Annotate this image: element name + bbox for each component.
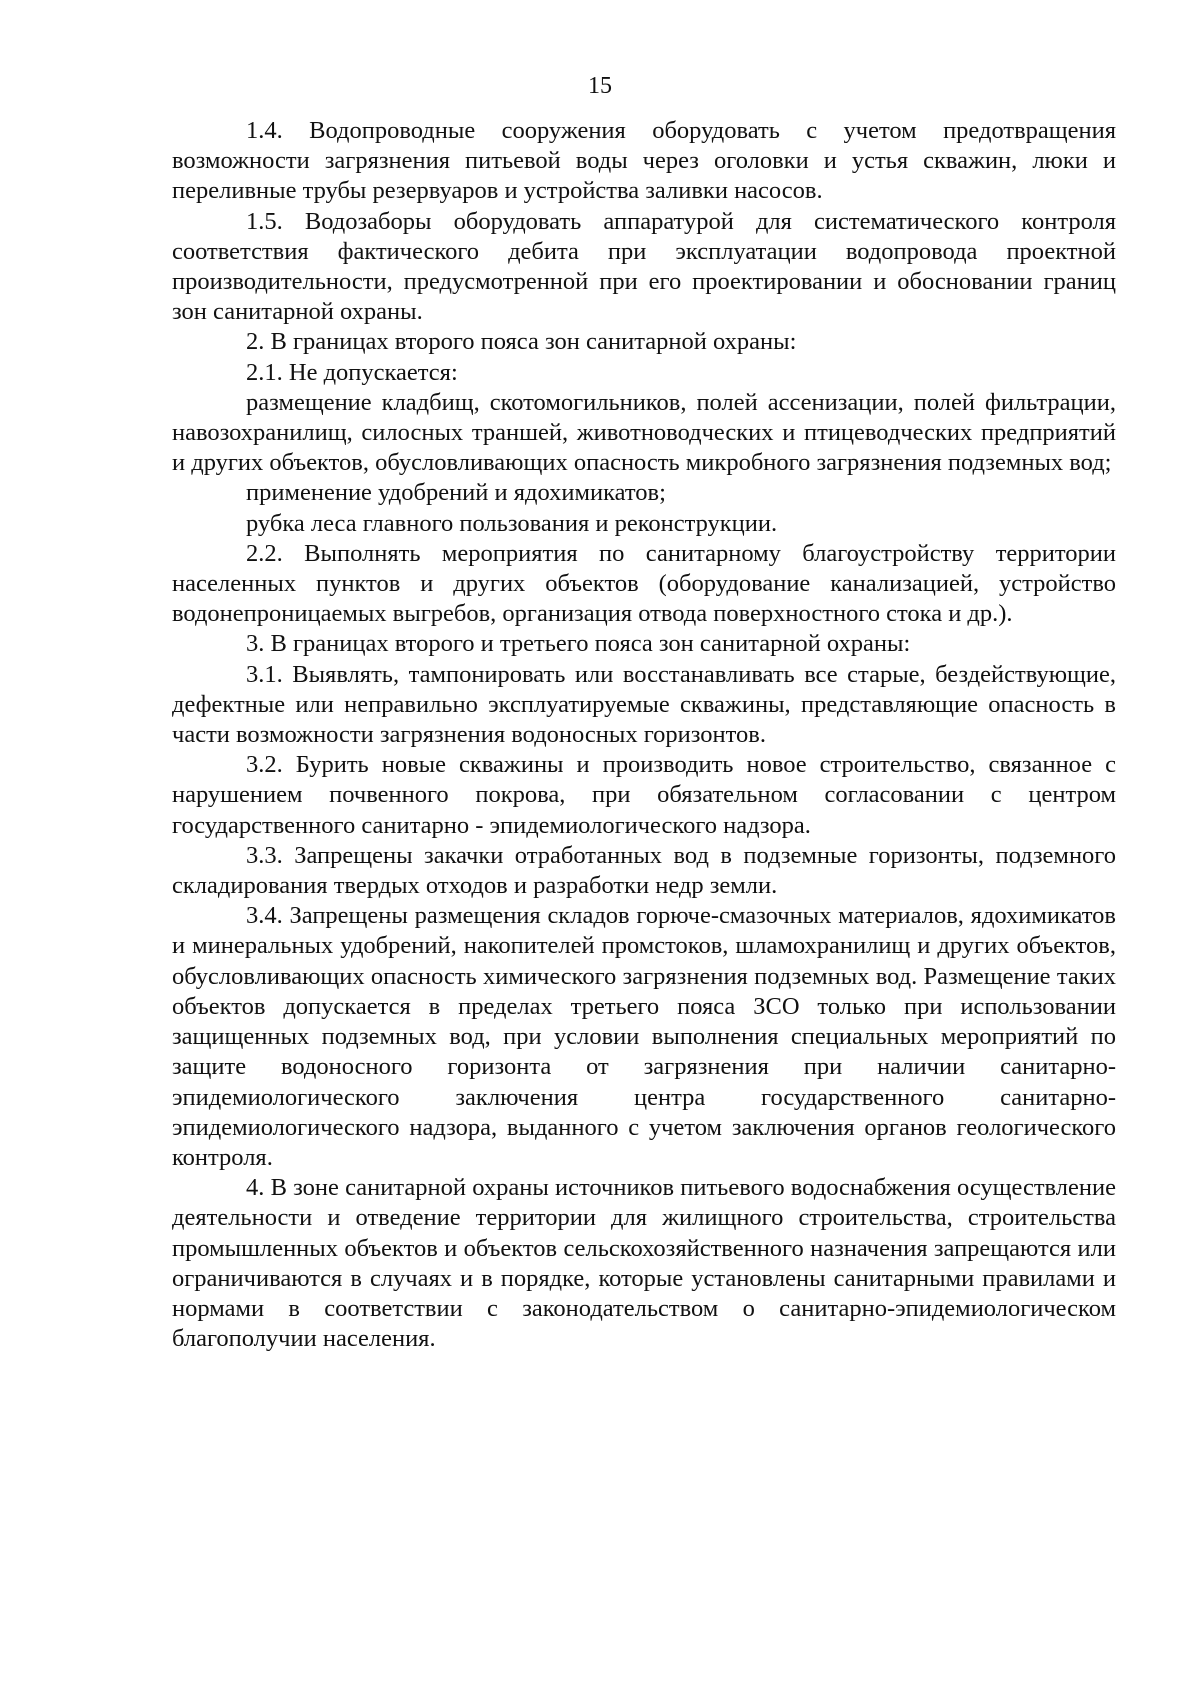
paragraph-3-4: 3.4. Запрещены размещения складов горюче-смазочных материалов, ядохимикатов и минеральных удобрений, накопителей промстоков, шламохранилищ и других объектов, обусловливающих опасность химического загрязнения подземных вод. Размещение таких объектов допускается в пределах третьего пояса ЗСО только при использовании защищенных подземных вод, при условии выполнения специальных мероприятий по защите водоносного горизонта от загрязнения при наличии санитарно-эпидемиологического заключения центра государственного санитарно-эпидемиологического надзора, выданного с учетом заключения органов геологического контроля.	[172, 902, 1116, 1171]
paragraph-2-heading: 2. В границах второго пояса зон санитарной охраны:	[246, 328, 797, 356]
paragraph-2-1: 2.1. Не допускается:	[246, 358, 458, 386]
document-body	[172, 116, 1116, 1354]
paragraph-2-1-item-2: применение удобрений и ядохимикатов;	[246, 479, 666, 507]
paragraph-4: 4. В зоне санитарной охраны источников питьевого водоснабжения осуществление деятельности и отведение территории для жилищного строительства, строительства промышленных объектов и объектов сельскохозяйственного назначения запрещаются или ограничиваются в случаях и в порядке, которые установлены санитарными правилами и нормами в соответствии с законодательством о санитарно-эпидемиологическом благополучии населения.	[172, 1174, 1116, 1353]
paragraph-2-1-item-3: рубка леса главного пользования и реконструкции.	[246, 509, 778, 537]
paragraph-2-2: 2.2. Выполнять мероприятия по санитарному благоустройству территории населенных пунктов и других объектов (оборудование канализацией, устройство водонепроницаемых выгребов, организация отвода поверхностного стока и др.).	[172, 539, 1116, 628]
paragraph-3-3: 3.3. Запрещены закачки отработанных вод в подземные горизонты, подземного складирования твердых отходов и разработки недр земли.	[172, 841, 1116, 900]
paragraph-3-heading: 3. В границах второго и третьего пояса зон санитарной охраны:	[246, 630, 911, 658]
page-number: 15	[588, 73, 612, 99]
paragraph-3-1: 3.1. Выявлять, тампонировать или восстанавливать все старые, бездействующие, дефектные или неправильно эксплуатируемые скважины, представляющие опасность в части возможности загрязнения водоносных горизонтов.	[172, 660, 1116, 749]
paragraph-1-5: 1.5. Водозаборы оборудовать аппаратурой для систематического контроля соответствия фактического дебита при эксплуатации водопровода проектной производительности, предусмотренной при его проектировании и обосновании границ зон санитарной охраны.	[172, 207, 1116, 326]
paragraph-3-2: 3.2. Бурить новые скважины и производить новое строительство, связанное с нарушением почвенного покрова, при обязательном согласовании с центром государственного санитарно - эпидемиологического надзора.	[172, 751, 1116, 839]
paragraph-1-4: 1.4. Водопроводные сооружения оборудовать с учетом предотвращения возможности загрязнения питьевой воды через оголовки и устья скважин, люки и переливные трубы резервуаров и устройства заливки насосов.	[172, 117, 1116, 205]
paragraph-2-1-item-1: размещение кладбищ, скотомогильников, полей ассенизации, полей фильтрации, навозохранилищ, силосных траншей, животноводческих и птицеводческих предприятий и других объектов, обусловливающих опасность микробного загрязнения подземных вод;	[172, 388, 1116, 477]
